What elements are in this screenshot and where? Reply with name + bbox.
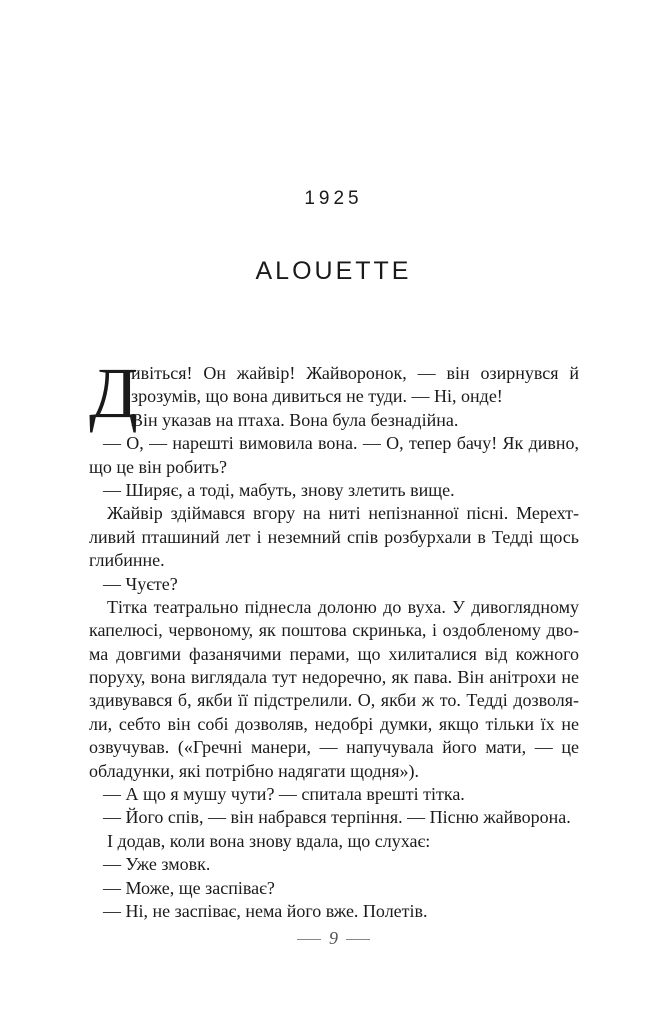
text-line: ливий пташиний лет і неземний спів розбурхали в Тедді щось [89, 526, 579, 547]
chapter-year: 1925 [304, 188, 363, 209]
text-line: ли, себто він собі дозволяв, недобрі думки, якщо тільки їх не [89, 713, 579, 734]
text-line: глибинне. [89, 550, 165, 571]
drop-cap: Д [89, 353, 139, 433]
text-line: озвучував. («Гречні манери, — напучувала його мати, — це [89, 737, 579, 758]
folio-dash-left [297, 939, 321, 940]
text-line: здивувався б, якби її підстрелили. О, якби ж то. Тедді дозволя- [89, 690, 579, 711]
page-number-value: 9 [329, 928, 338, 948]
text-line: Тітка театрально піднесла долоню до вуха. У дивоглядному [107, 596, 579, 617]
text-line: — Його спів, — він набрався терпіння. — Пісню жайворона. [103, 807, 571, 828]
text-line: поруху, вона виглядала тут недоречно, як пава. Він анітрохи не [89, 667, 579, 688]
body-text [89, 362, 579, 923]
text-line: ма довгими фазанячими перами, що хилиталися від кожного [89, 643, 579, 664]
text-line: — Може, ще заспіває? [103, 877, 275, 898]
chapter-title: ALOUETTE [255, 257, 412, 285]
text-line: що це він робить? [89, 456, 227, 477]
page-number [0, 928, 667, 949]
text-line: — Ні, не заспіває, нема його вже. Полетів. [103, 900, 428, 921]
text-line: — Чуєте? [103, 573, 178, 594]
text-line: І додав, коли вона знову вдала, що слухає: [107, 830, 431, 851]
text-line: — А що я мушу чути? — спитала врешті тітка. [103, 784, 465, 805]
text-line: капелюсі, червоному, як поштова скринька, і оздобленому дво- [89, 620, 579, 641]
text-line: обладунки, які потрібно надягати щодня»). [89, 760, 420, 781]
text-line: ивіться! Он жайвір! Жайворонок, — він озирнувся й [131, 363, 579, 383]
text-line: Він указав на птаха. Вона була безнадійна. [131, 409, 459, 430]
text-line: зрозумів, що вона дивиться не туди. — Ні, онде! [131, 386, 503, 407]
text-line: — Ширяє, а тоді, мабуть, знову злетить вище. [103, 479, 455, 500]
folio-dash-right [346, 939, 370, 940]
text-line: — Уже змовк. [103, 854, 211, 875]
text-line: Жайвір здіймався вгору на ниті непізнанної пісні. Мерехт- [107, 503, 579, 524]
text-line: — О, — нарешті вимовила вона. — О, тепер бачу! Як дивно, [103, 433, 579, 454]
